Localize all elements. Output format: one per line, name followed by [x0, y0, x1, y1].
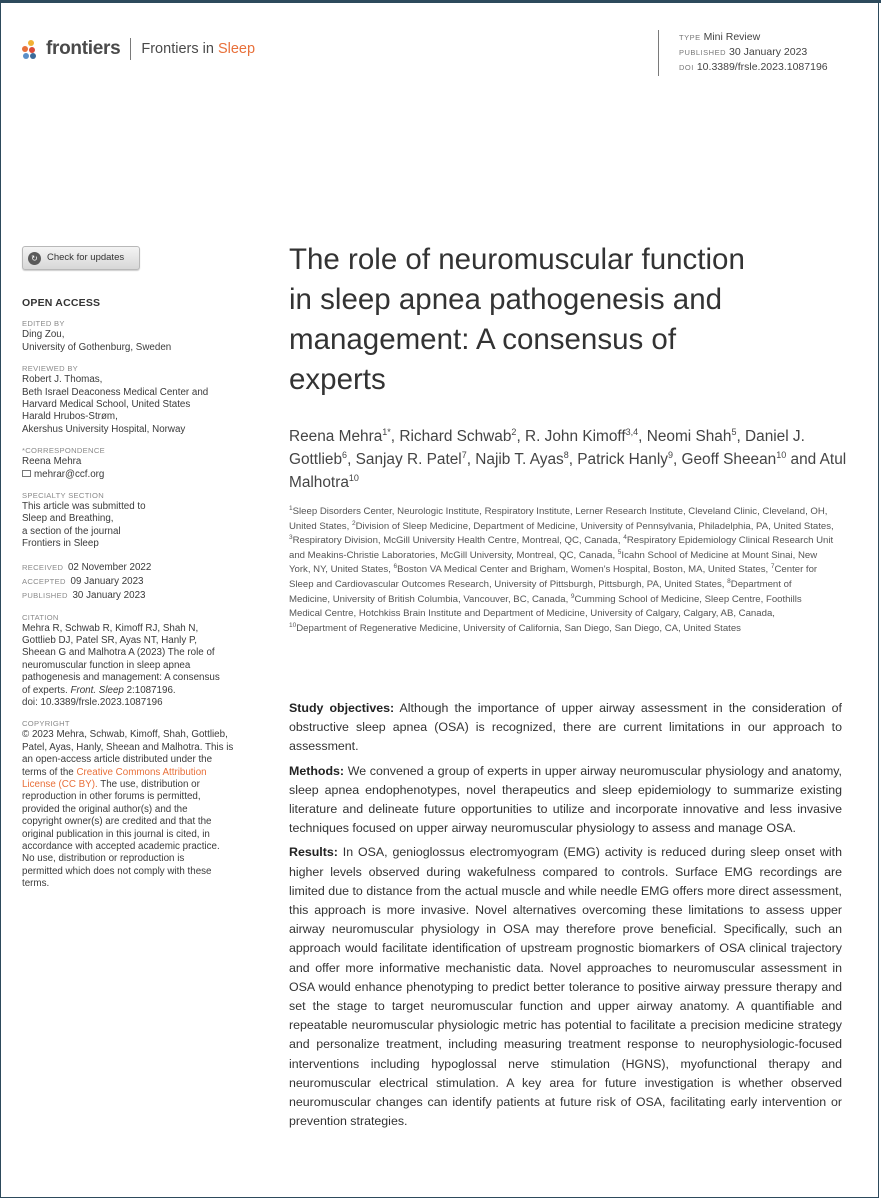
editor-line: University of Gothenburg, Sweden: [22, 341, 172, 353]
affiliation-text: Division of Sleep Medicine, Department of Medicine, University of Pennsylvania, Philadelphia, PA, United States,: [355, 520, 834, 532]
citation-line: Mehra R, Schwab R, Kimoff RJ, Shah N,: [22, 622, 199, 634]
author[interactable]: Daniel J. Gottlieb: [289, 428, 805, 468]
affiliation-text: Icahn School of Medicine at Mount Sinai, New York, NY, United States,: [289, 549, 818, 576]
correspondence: [22, 456, 264, 481]
affiliation-text: Respiratory Epidemiology Clinical Research Unit and Meakins-Christie Laboratories, McGill University, Montreal, QC, Canada,: [289, 535, 834, 561]
affiliation-text: Department of Medicine, University of British Columbia, Vancouver, BC, Canada,: [289, 578, 792, 605]
author-affiliation-mark: 10: [348, 472, 359, 483]
license-after: The use, distribution or: [100, 779, 200, 791]
correspondence-name: Reena Mehra: [22, 456, 82, 468]
published-label: PUBLISHED: [22, 590, 68, 600]
citation-line: [22, 685, 264, 697]
author-affiliation-mark: 10: [776, 449, 787, 460]
article-title: [289, 240, 849, 400]
copyright-terms: terms of the: [22, 766, 74, 778]
abstract-section: [289, 699, 842, 757]
meta-published-label: PUBLISHED: [679, 48, 727, 57]
affiliation-number: 5: [617, 548, 622, 556]
citation-end: of experts.: [22, 684, 68, 696]
refresh-icon: ↻: [28, 252, 41, 265]
copyright-line: Patel, Ayas, Hanly, Sheean and Malhotra. This is: [22, 741, 234, 753]
open-access-label: OPEN ACCESS: [22, 297, 101, 309]
reviewed-by-label: REVIEWED BY: [22, 364, 79, 374]
copyright-line: original publication in this journal is cited, in: [22, 828, 210, 840]
author-affiliation-mark: 2: [511, 426, 517, 437]
title-line: The role of neuromuscular function: [289, 243, 745, 276]
copyright-line: permitted which does not comply with these: [22, 865, 212, 877]
reviewer-line: Harvard Medical School, United States: [22, 398, 191, 410]
article-dates: [22, 561, 264, 603]
citation-line: Gottlieb DJ, Patel SR, Ayas NT, Hanly P,: [22, 634, 197, 646]
copyright-line: terms.: [22, 878, 50, 890]
edited-by-label: EDITED BY: [22, 319, 65, 329]
meta-doi-label: DOI: [679, 63, 694, 72]
article-sidebar: [22, 246, 264, 891]
received-date: [22, 561, 264, 575]
check-for-updates-label: Check for updates: [47, 251, 125, 263]
copyright-line: [22, 779, 264, 791]
frontiers-logo[interactable]: [22, 38, 255, 60]
affiliation-number: 1: [289, 504, 293, 512]
mail-icon: [22, 470, 31, 477]
copyright-label: COPYRIGHT: [22, 719, 70, 729]
affiliation-number: 6: [393, 563, 398, 571]
abstract-section: [289, 762, 842, 839]
author[interactable]: R. John Kimoff: [525, 428, 626, 445]
logo-divider: [130, 38, 131, 60]
author[interactable]: Geoff Sheean: [681, 451, 777, 468]
license-link[interactable]: License (CC BY).: [22, 779, 98, 791]
author-affiliation-mark: 9: [667, 449, 673, 460]
specialty-line: Frontiers in Sleep: [22, 538, 99, 550]
author[interactable]: Atul Malhotra: [289, 451, 847, 491]
author-affiliation-mark: 8: [563, 449, 569, 460]
author[interactable]: Patrick Hanly: [577, 451, 668, 468]
published-value: 30 January 2023: [72, 589, 146, 601]
meta-type: [679, 30, 828, 45]
author-affiliation-mark: 5: [731, 426, 737, 437]
specialty-section-label: SPECIALTY SECTION: [22, 490, 105, 500]
accepted-date: [22, 575, 264, 589]
citation-doi[interactable]: doi: 10.3389/frsle.2023.1087196: [22, 697, 163, 709]
top-border: [0, 0, 881, 3]
affiliation-text: Cumming School of Medicine, Sleep Centre, Foothills Medical Centre, Hotchkiss Brain Institute and Department of Medicine, University of Calgary, Calgary, AB, Canada,: [289, 593, 802, 620]
affiliation-number: 10: [289, 621, 297, 629]
abstract-text: In OSA, genioglossus electromyogram (EMG) activity is reduced during sleep onset with higher levels observed during wakefulness compared to controls. Surface EMG recordings are limited due to distance from the actual muscle and while needle EMG offers more direct assessment, this approach is more invasive. Novel alternatives overcoming these limitations to assess upper airway neuromuscular physiology in OSA may therefore prove beneficial. Specifically, such an approach would facilitate identification of upstream prognostic biomarkers of OSA clinical trajectory and offer more informative mechanistic data. Novel approaches to neuromuscular assessment in OSA would enhance phenotyping to predict better tolerance to positive airway pressure therapy and set the stage to target neuromuscular function and upper airway anatomy. A quantifiable and repeatable neuromuscular physiologic metric has potential to facilitate a precision medicine strategy and personalize treatment, including measuring treatment response to neurophysiologic-focused interventions including hypoglossal nerve stimulation (HGNS), myofunctional therapy and neuromuscular electrical stimulation. A key area for future investigation is whether observed neuromuscular changes can identify patients at future risk of OSA, facilitating early intervention or prevention strategies.: [289, 845, 842, 1129]
correspondence-email-row: [22, 469, 264, 481]
title-line: management: A consensus of: [289, 323, 677, 356]
received-label: RECEIVED: [22, 562, 64, 572]
abstract-text: We convened a group of experts in upper airway neuromuscular physiology and anatomy, sleep apnea endophenotypes, novel therapeutics and sleep epidemiology to summarize existing literature and delineate future opportunities to utilize and incorporate innovative and less invasive techniques focused on upper airway neuromuscular physiology to assess and manage OSA.: [289, 763, 842, 836]
article-meta: [658, 30, 828, 76]
affiliation-number: 2: [351, 519, 356, 527]
abstract-text: Although the importance of upper airway assessment in the consideration of obstructive sleep apnea (OSA) is recognized, there are current limitations in our approach to assessment.: [289, 701, 842, 754]
author-list: Reena Mehra$^{1*}$, Richard Schwab$^2$, R. John Kimoff$^{3,4}$, Neomi Shah$^5$, Daniel J. Gottlieb$^6$, Sanjay R. Patel$^7$, Najib T. Ayas$^8$, Patrick Hanly$^9$, Geoff Sheean$^{10}$ and Atul Malhotra$^{10}$: [289, 426, 847, 491]
meta-type-value: Mini Review: [703, 31, 761, 43]
abstract-section: [289, 843, 842, 1131]
copyright-line: reproduction in other forums is permitted,: [22, 791, 201, 803]
affiliation-number: 3: [289, 534, 293, 541]
accepted-value: 09 January 2023: [70, 575, 144, 587]
author-affiliation-mark: 1*: [382, 426, 391, 437]
copyright-line: [22, 767, 264, 779]
received-value: 02 November 2022: [67, 561, 152, 573]
author[interactable]: Neomi Shah: [646, 428, 732, 445]
citation-journal: Front. Sleep: [70, 684, 124, 696]
meta-doi: [679, 60, 828, 75]
affiliation-text: Boston VA Medical Center and Brigham, Women's Hospital, Boston, MA, United States,: [397, 564, 771, 576]
author-affiliation-mark: 7: [461, 449, 467, 460]
abstract-heading: Study objectives:: [289, 701, 395, 715]
affiliation-number: 9: [570, 592, 575, 600]
copyright-line: © 2023 Mehra, Schwab, Kimoff, Shah, Gottlieb,: [22, 729, 228, 741]
meta-published-value: 30 January 2023: [729, 46, 808, 58]
abstract-heading: Methods:: [289, 763, 345, 778]
citation-label: CITATION: [22, 612, 59, 622]
affiliations: [289, 505, 834, 636]
reviewer-line: Harald Hrubos-Strøm,: [22, 411, 118, 423]
specialty-section: [22, 501, 264, 551]
logo-wordmark: frontiers: [46, 38, 121, 59]
affiliation-number: 7: [770, 563, 775, 571]
author[interactable]: Sanjay R. Patel: [355, 451, 462, 468]
reviewer-line: Akershus University Hospital, Norway: [22, 423, 186, 435]
affiliation-text: Sleep Disorders Center, Neurologic Institute, Respiratory Institute, Lerner Research Institute, Cleveland Clinic, Cleveland, OH, United States,: [289, 506, 828, 532]
specialty-line: Sleep and Breathing,: [22, 513, 114, 525]
specialty-line: a section of the journal: [22, 525, 121, 537]
copyright-line: provided the original author(s) and the: [22, 803, 188, 815]
meta-type-label: TYPE: [679, 33, 701, 42]
abstract: [289, 699, 842, 1136]
license-link[interactable]: Creative Commons Attribution: [76, 766, 207, 778]
citation-line: pathogenesis and management: A consensus: [22, 672, 220, 684]
citation-line: Sheean G and Malhotra A (2023) The role of: [22, 647, 215, 659]
author[interactable]: Najib T. Ayas: [475, 451, 564, 468]
journal-accent: Sleep: [217, 41, 256, 57]
citation: [22, 623, 264, 710]
accepted-label: ACCEPTED: [22, 576, 66, 586]
copyright-line: an open-access article distributed under the: [22, 754, 213, 766]
edited-by: [22, 329, 264, 354]
journal-prefix: Frontiers in: [141, 41, 218, 57]
citation-volume: 2:1087196.: [126, 684, 176, 696]
specialty-line: This article was submitted to: [22, 500, 146, 512]
copyright: [22, 729, 264, 890]
meta-doi-value[interactable]: 10.3389/frsle.2023.1087196: [696, 61, 828, 73]
reviewer-line: Robert J. Thomas,: [22, 374, 103, 386]
frontiers-logo-icon: [22, 38, 42, 60]
author-affiliation-mark: 3,4: [625, 426, 639, 437]
meta-published: [679, 45, 828, 60]
affiliation-text: Center for Sleep and Cardiovascular Outcomes Research, University of Pittsburgh, Pittsburgh, PA, United States,: [289, 564, 818, 590]
reviewed-by: [22, 374, 264, 436]
title-line: in sleep apnea pathogenesis and: [289, 283, 723, 316]
correspondence-email[interactable]: mehrar@ccf.org: [34, 468, 105, 480]
reviewer-line: Beth Israel Deaconess Medical Center and: [22, 386, 209, 398]
affiliation-number: 4: [623, 534, 627, 541]
citation-line: neuromuscular function in sleep apnea: [22, 659, 191, 671]
affiliation-text: Department of Regenerative Medicine, University of California, San Diego, San Diego, CA, United States: [296, 622, 741, 634]
affiliation-number: 8: [727, 577, 731, 585]
author[interactable]: Richard Schwab: [399, 428, 512, 445]
title-line: experts: [289, 363, 386, 396]
published-date: [22, 589, 264, 603]
affiliation-text: Respiratory Division, McGill University Health Centre, Montreal, QC, Canada,: [292, 535, 624, 547]
copyright-line: copyright owner(s) are credited and that the: [22, 816, 212, 828]
journal-name: [141, 41, 255, 57]
author[interactable]: Reena Mehra: [289, 428, 383, 445]
author-affiliation-mark: 6: [342, 449, 348, 460]
editor-line: Ding Zou,: [22, 329, 65, 341]
correspondence-label: *CORRESPONDENCE: [22, 446, 105, 456]
check-for-updates-button[interactable]: [22, 246, 140, 270]
copyright-line: accordance with accepted academic practice.: [22, 841, 220, 853]
abstract-heading: Results:: [289, 845, 338, 860]
copyright-line: No use, distribution or reproduction is: [22, 853, 185, 865]
